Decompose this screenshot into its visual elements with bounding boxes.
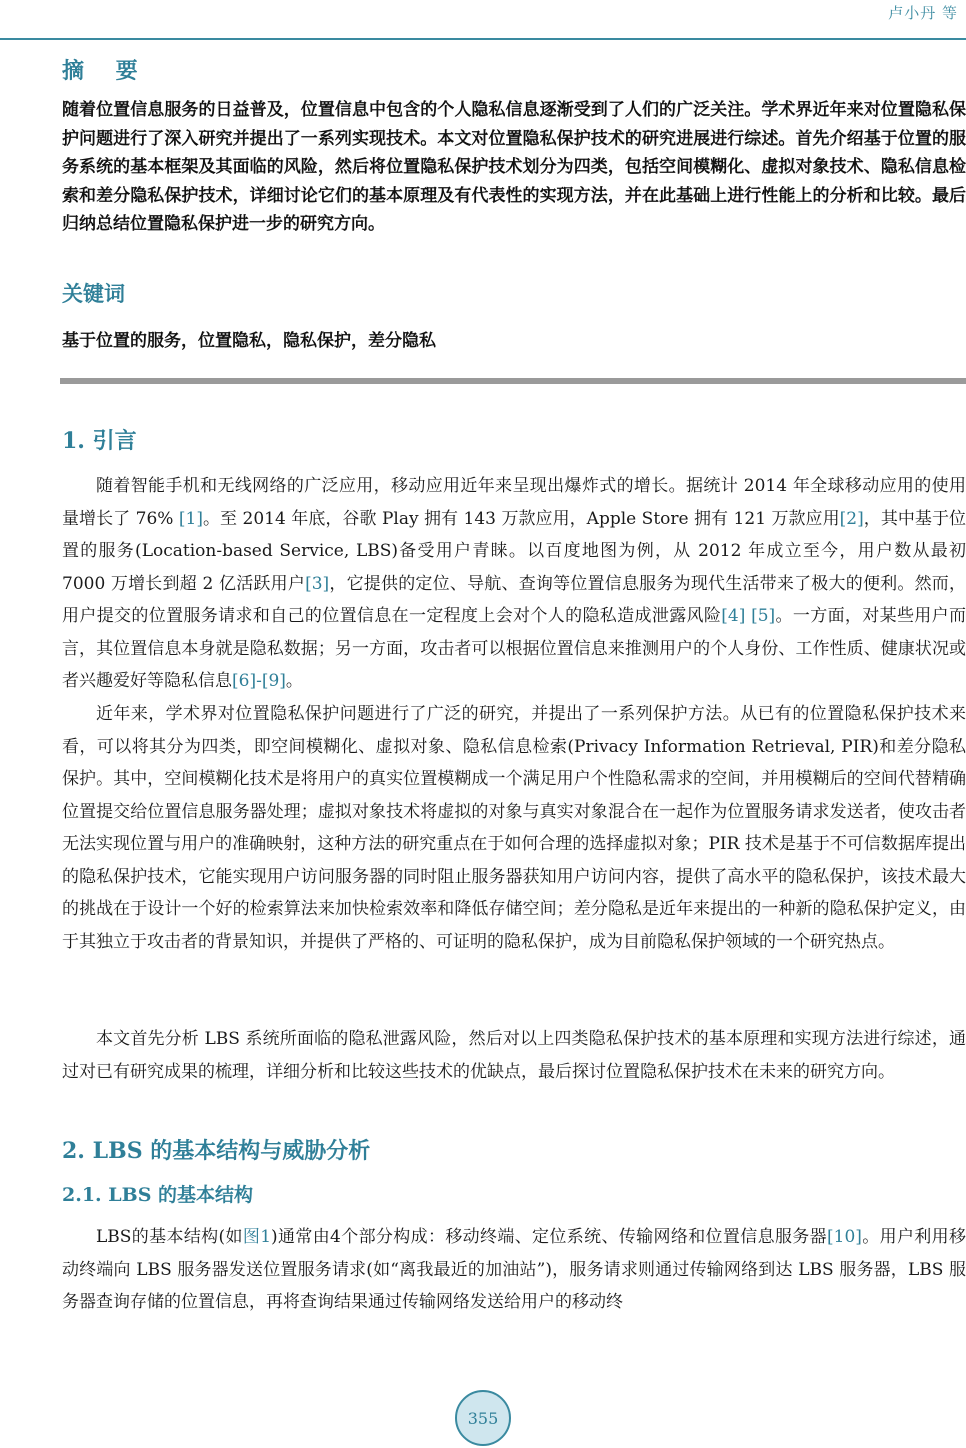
abstract-text: 随着位置信息服务的日益普及，位置信息中包含的个人隐私信息逐渐受到了人们的广泛关注。学术界近年来对位置隐私保护问题进行了深入研究并提出了一系列实现技术。本文对位置隐私保护技术的研究进展进行综述。首先介绍基于位置的服务系统的基本框架及其面临的风险，然后将位置隐私保护技术划分为四类，包括空间模糊化、虚拟对象技术、隐私信息检索和差分隐私保护技术，详细讨论它们的基本原理及有代表性的实现方法，并在此基础上进行性能上的分析和比较。最后归纳总结位置隐私保护进一步的研究方向。	[62, 100, 966, 234]
text-run: 随着智能手机和无线网络的广泛应用，移动应用近年来呈现出爆炸式的增长。据统计 2014 年全球移动应用的使用量增长了 76%	[62, 476, 966, 529]
running-header-author: 卢小丹 等	[888, 4, 958, 22]
text-run: ，其中基于位置的服务(Location-based Service, LBS)备受用户青睐。以百度地图为例，从 2012 年成立至今，用户数从最初 7000 万增长到超 2 亿活跃用户	[62, 508, 966, 594]
text-run: 。至 2014 年底，谷歌 Play 拥有 143 万款应用，Apple Store 拥有 121 万款应用	[202, 508, 840, 529]
abstract-heading: 摘 要	[62, 59, 150, 84]
figure-link[interactable]: 图1	[242, 1227, 272, 1247]
keywords-heading: 关键词	[62, 282, 125, 306]
text-run: 。	[285, 671, 303, 691]
citation-link[interactable]: [10]	[827, 1227, 862, 1247]
header-rule	[0, 38, 966, 40]
section-1-paragraph-3: 本文首先分析 LBS 系统所面临的隐私泄露风险，然后对以上四类隐私保护技术的基本原理和实现方法进行综述，通过对已有研究成果的梳理，详细分析和比较这些技术的优缺点，最后探讨位置隐私保护技术在未来的研究方向。	[62, 1029, 966, 1082]
citation-link[interactable]: [1]	[178, 508, 203, 529]
section-1-paragraph-1	[62, 470, 966, 698]
page-number-badge	[455, 1390, 511, 1446]
citation-link[interactable]: [4] [5]	[721, 606, 776, 626]
section-1-paragraph-2: 近年来，学术界对位置隐私保护问题进行了广泛的研究，并提出了一系列保护方法。从已有的位置隐私保护技术来看，可以将其分为四类，即空间模糊化、虚拟对象、隐私信息检索(Privacy Information Retrieval, PIR)和差分隐私保护。其中，空间模糊化技术是将用户的真实位置模糊成一个满足用户个性隐私需求的空间，并用模糊后的空间代替精确位置提交给位置信息服务器处理；虚拟对象技术将虚拟的对象与真实对象混合在一起作为位置服务请求发送者，使攻击者无法实现位置与用户的准确映射，这种方法的研究重点在于如何合理的选择虚拟对象；PIR 技术是基于不可信数据库提出的隐私保护技术，它能实现用户访问服务器的同时阻止服务器获知用户访问内容，提供了高水平的隐私保护，该技术最大的挑战在于设计一个好的检索算法来加快检索效率和降低存储空间；差分隐私是近年来提出的一种新的隐私保护定义，由于其独立于攻击者的背景知识，并提供了严格的、可证明的隐私保护，成为目前隐私保护领域的一个研究热点。	[62, 704, 966, 952]
section-divider	[60, 378, 966, 384]
page-number: 355	[467, 1408, 499, 1428]
text-run: 。一方面，对某些用户而言，其位置信息本身就是隐私数据；另一方面，攻击者可以根据位置信息来推测用户的个人身份、工作性质、健康状况或者兴趣爱好等隐私信息	[62, 606, 966, 691]
section-2-1-paragraph-1	[62, 1221, 966, 1319]
keywords-text: 基于位置的服务，位置隐私，隐私保护，差分隐私	[62, 331, 436, 351]
text-run: LBS的基本结构(如	[96, 1227, 243, 1247]
text-run: )通常由4个部分构成：移动终端、定位系统、传输网络和位置信息服务器	[271, 1227, 827, 1247]
text-run: ，它提供的定位、导航、查询等位置信息服务为现代生活带来了极大的便利。然而，用户提交的位置服务请求和自己的位置信息在一定程度上会对个人的隐私造成泄露风险	[62, 573, 966, 626]
citation-link[interactable]: [6]-[9]	[232, 671, 286, 691]
citation-link[interactable]: [3]	[305, 573, 330, 594]
text-run: 。用户利用移动终端向 LBS 服务器发送位置服务请求(如“离我最近的加油站”)，服务请求则通过传输网络到达 LBS 服务器，LBS 服务器查询存储的位置信息，再将查询结果通过传输网络发送给用户的移动终	[62, 1227, 966, 1312]
citation-link[interactable]: [2]	[839, 508, 864, 529]
subsection-2-1-heading: 2.1. LBS 的基本结构	[62, 1184, 254, 1206]
section-1-heading: 1. 引言	[62, 428, 137, 454]
section-2-heading: 2. LBS 的基本结构与威胁分析	[62, 1138, 371, 1164]
